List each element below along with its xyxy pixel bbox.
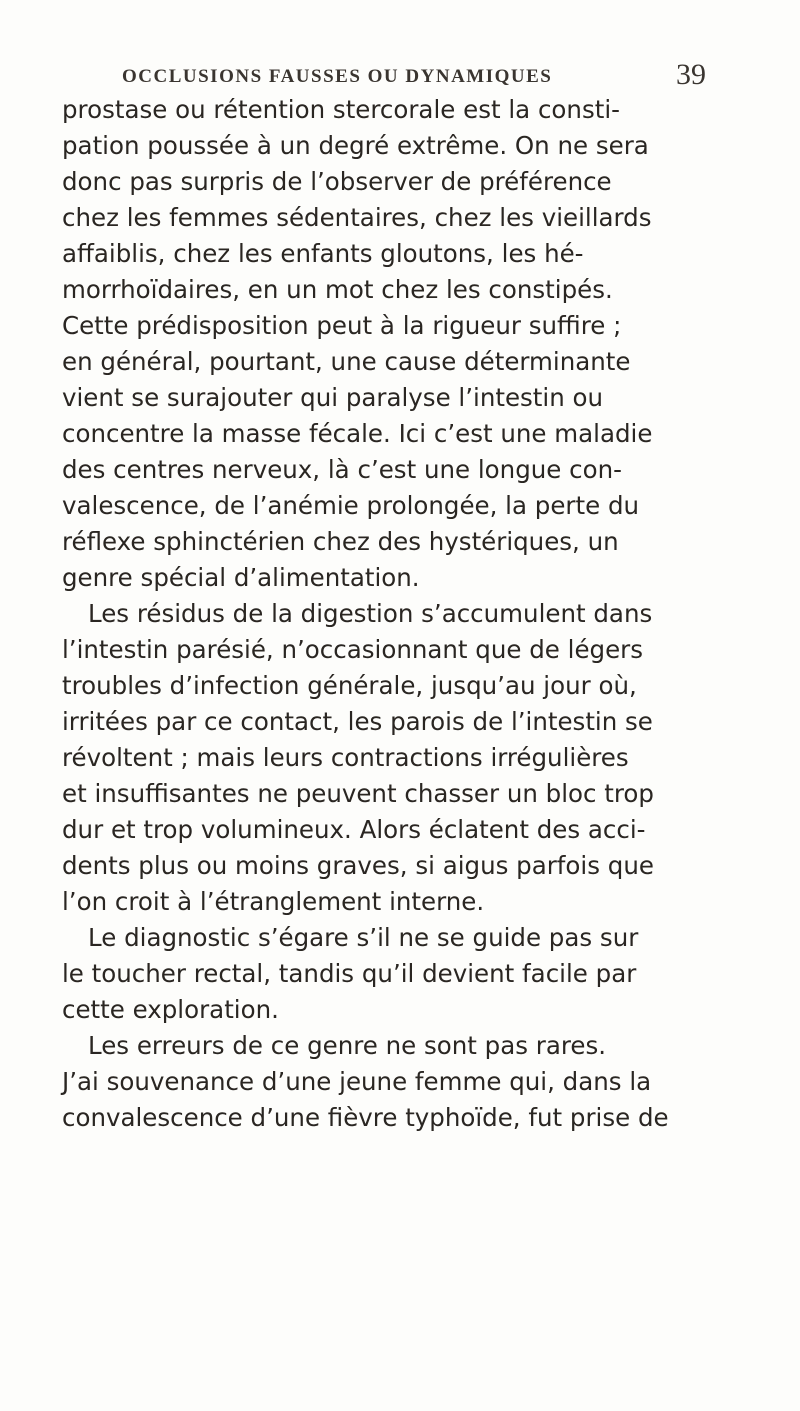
text-line: l’on croit à l’étranglement interne.: [62, 887, 485, 916]
text-line: chez les femmes sédentaires, chez les vieillards: [62, 203, 652, 232]
page-number: 39: [676, 58, 706, 91]
text-line: dur et trop volumineux. Alors éclatent des acci-: [62, 815, 646, 844]
text-line: vient se surajouter qui paralyse l’intestin ou: [62, 383, 604, 412]
text-line: des centres nerveux, là c’est une longue con-: [62, 455, 622, 484]
text-line: convalescence d’une fièvre typhoïde, fut prise de: [62, 1103, 669, 1132]
text-line: pation poussée à un degré extrême. On ne sera: [62, 131, 649, 160]
text-line: J’ai souvenance d’une jeune femme qui, dans la: [62, 1067, 652, 1096]
text-line: morrhoïdaires, en un mot chez les constipés.: [62, 275, 613, 304]
text-line: prostase ou rétention stercorale est la consti-: [62, 95, 620, 124]
text-line: affaiblis, chez les enfants gloutons, les hé-: [62, 239, 584, 268]
paragraph-first-line: Les erreurs de ce genre ne sont pas rares.: [88, 1031, 607, 1060]
text-line: en général, pourtant, une cause déterminante: [62, 347, 631, 376]
text-line: donc pas surpris de l’observer de préférence: [62, 167, 612, 196]
text-line: révoltent ; mais leurs contractions irrégulières: [62, 743, 629, 772]
text-line: concentre la masse fécale. Ici c’est une maladie: [62, 419, 653, 448]
paragraph-first-line: Les résidus de la digestion s’accumulent dans: [88, 599, 653, 628]
text-line: l’intestin parésié, n’occasionnant que de légers: [62, 635, 644, 664]
text-line: le toucher rectal, tandis qu’il devient facile par: [62, 959, 637, 988]
paragraph-first-line: Le diagnostic s’égare s’il ne se guide pas sur: [88, 923, 639, 952]
text-line: troubles d’infection générale, jusqu’au jour où,: [62, 671, 637, 700]
text-line: genre spécial d’alimentation.: [62, 563, 420, 592]
text-line: valescence, de l’anémie prolongée, la perte du: [62, 491, 640, 520]
text-line: dents plus ou moins graves, si aigus parfois que: [62, 851, 654, 880]
text-line: réflexe sphinctérien chez des hystériques, un: [62, 527, 619, 556]
text-line: cette exploration.: [62, 995, 279, 1024]
running-title: OCCLUSIONS FAUSSES OU DYNAMIQUES: [122, 66, 553, 87]
text-line: Cette prédisposition peut à la rigueur suffire ;: [62, 311, 622, 340]
text-line: irritées par ce contact, les parois de l’intestin se: [62, 707, 653, 736]
text-line: et insuffisantes ne peuvent chasser un bloc trop: [62, 779, 654, 808]
